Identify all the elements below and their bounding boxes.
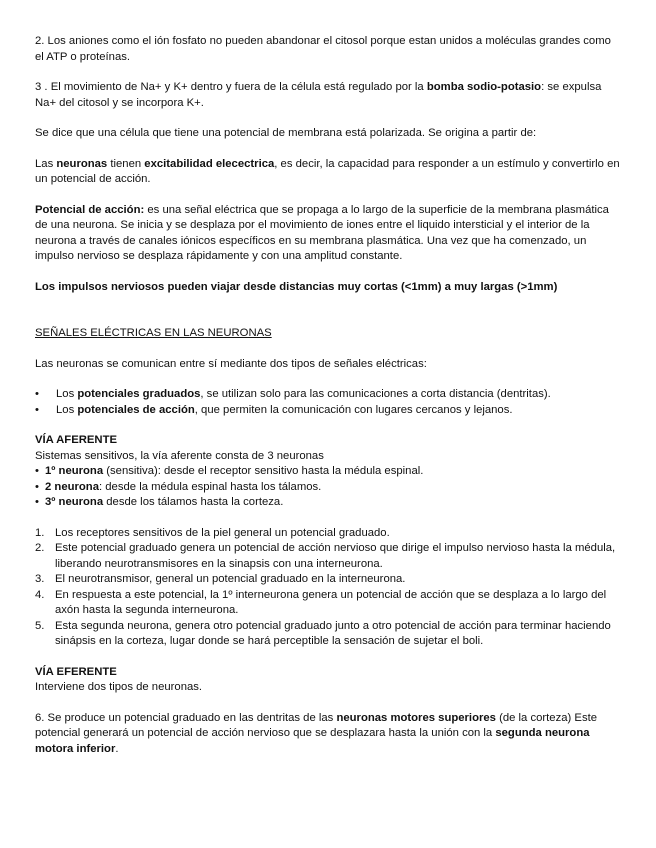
bullet-marker: • (35, 465, 39, 477)
text-run: : se expulsa Na+ del citosol y se incorpora K+. (35, 81, 602, 109)
numbered-item-text: El neurotransmisor, general un potencial graduado en la interneurona. (55, 573, 406, 585)
bold-term: Potencial de acción: (35, 203, 145, 216)
bold-term: bomba sodio-potasio (426, 81, 542, 93)
paragraph-aniones: 2. Los aniones como el ión fosfato no pueden abandonar el citosol porque estan unidos a moléculas grandes como el ATP o proteínas. (35, 35, 611, 63)
numbered-item-text: Los receptores sensitivos de la piel general un potencial graduado. (55, 526, 390, 539)
text-run: , es decir, la capacidad para responder a un estímulo y convertirlo en un potencial de acción. (35, 157, 620, 185)
number-marker: 2. (35, 542, 45, 554)
list-item-text: 1º neurona (sensitiva): desde el receptor sensitivo hasta la médula espinal. (45, 465, 424, 477)
paragraph-motoras: 6. Se produce un potencial graduado en las dentritas de las neuronas motores superiores (de la corteza) Este potencial generará un potencial de acción nervioso que se desplazara hasta la unión con la segunda neurona motora inferior. (35, 711, 598, 755)
numbered-item (35, 526, 620, 542)
text-run: es una señal eléctrica que se propaga a lo largo de la superficie de la membrana plasmática de una neurona. Se inicia y se desplaza por el movimiento de iones entre el liquido intersticial y el interior de la neurona a través de canales iónicos específicos en su membrana plasmática. Una vez que ha comenzado, un impulso nervioso se desplaza rápidamente y con una amplitud constante. (35, 203, 609, 262)
list-item (35, 387, 620, 403)
list-item-text: Los potenciales graduados, se utilizan solo para las comunicaciones a corta distancia (dentritas). (56, 388, 551, 400)
text-run: tienen (107, 157, 145, 170)
bullet-marker: • (35, 388, 39, 400)
bold-term: excitabilidad elecectrica (144, 157, 275, 170)
numbered-item (35, 619, 620, 650)
number-marker: 1. (35, 526, 45, 539)
aferente-neurons-list (35, 464, 620, 511)
list-item (35, 480, 620, 496)
numbered-item-text: Este potencial graduado genera un potencial de acción nervioso que dirige el impulso nervioso hasta la médula, liberando neurotransmisores en la sinapsis con una interneurona. (55, 542, 616, 570)
bullet-marker: • (35, 403, 39, 416)
via-eferente-title: VÍA EFERENTE (35, 665, 117, 678)
numbered-steps-list (35, 526, 620, 650)
paragraph-bomba (35, 80, 620, 111)
list-item-text: 2 neurona: desde la médula espinal hasta los tálamos. (45, 480, 322, 493)
bold-term: neuronas (56, 157, 108, 170)
number-marker: 4. (35, 588, 45, 601)
paragraph-comunican: Las neuronas se comunican entre sí mediante dos tipos de señales eléctricas: (35, 357, 427, 370)
via-aferente-intro: Sistemas sensitivos, la vía aferente consta de 3 neuronas (35, 449, 324, 462)
text-run: Las (35, 157, 57, 170)
bullet-marker: • (35, 496, 39, 508)
section-title: SEÑALES ELÉCTRICAS EN LAS NEURONAS (35, 327, 272, 339)
via-eferente-intro: Interviene dos tipos de neuronas. (35, 681, 203, 693)
list-item (35, 495, 620, 511)
list-item (35, 403, 620, 419)
bullet-marker: • (35, 480, 39, 493)
via-aferente-title: VÍA AFERENTE (35, 434, 118, 446)
numbered-item (35, 541, 620, 572)
paragraph-polarizada: Se dice que una célula que tiene una potencial de membrana está polarizada. Se origina a partir de: (35, 127, 537, 139)
paragraph-neuronas (35, 157, 620, 188)
numbered-item (35, 572, 620, 588)
bold-statement: Los impulsos nerviosos pueden viajar desde distancias muy cortas (<1mm) a muy largas (>1mm) (35, 280, 558, 293)
paragraph-impulsos (35, 280, 620, 296)
list-item (35, 464, 620, 480)
numbered-item-text: Esta segunda neurona, genera otro potencial graduado junto a otro potencial de acción para terminar haciendo sinápsis en la corteza, lugar donde se hará perceptible la sensación de sujetar el boli. (55, 619, 611, 647)
number-marker: 3. (35, 573, 45, 585)
numbered-item (35, 588, 620, 619)
signals-list (35, 387, 620, 418)
list-item-text: Los potenciales de acción, que permiten la comunicación con lugares cercanos y lejanos. (56, 403, 513, 416)
list-item-text: 3º neurona desde los tálamos hasta la corteza. (45, 496, 284, 508)
numbered-item-text: En respuesta a este potencial, la 1º interneurona genera un potencial de acción que se desplaza a lo largo del axón hasta la segunda interneurona. (55, 588, 607, 616)
text-run: 3 . El movimiento de Na+ y K+ dentro y fuera de la célula está regulado por la (35, 81, 427, 93)
number-marker: 5. (35, 619, 45, 632)
paragraph-potencial-accion (35, 203, 620, 265)
